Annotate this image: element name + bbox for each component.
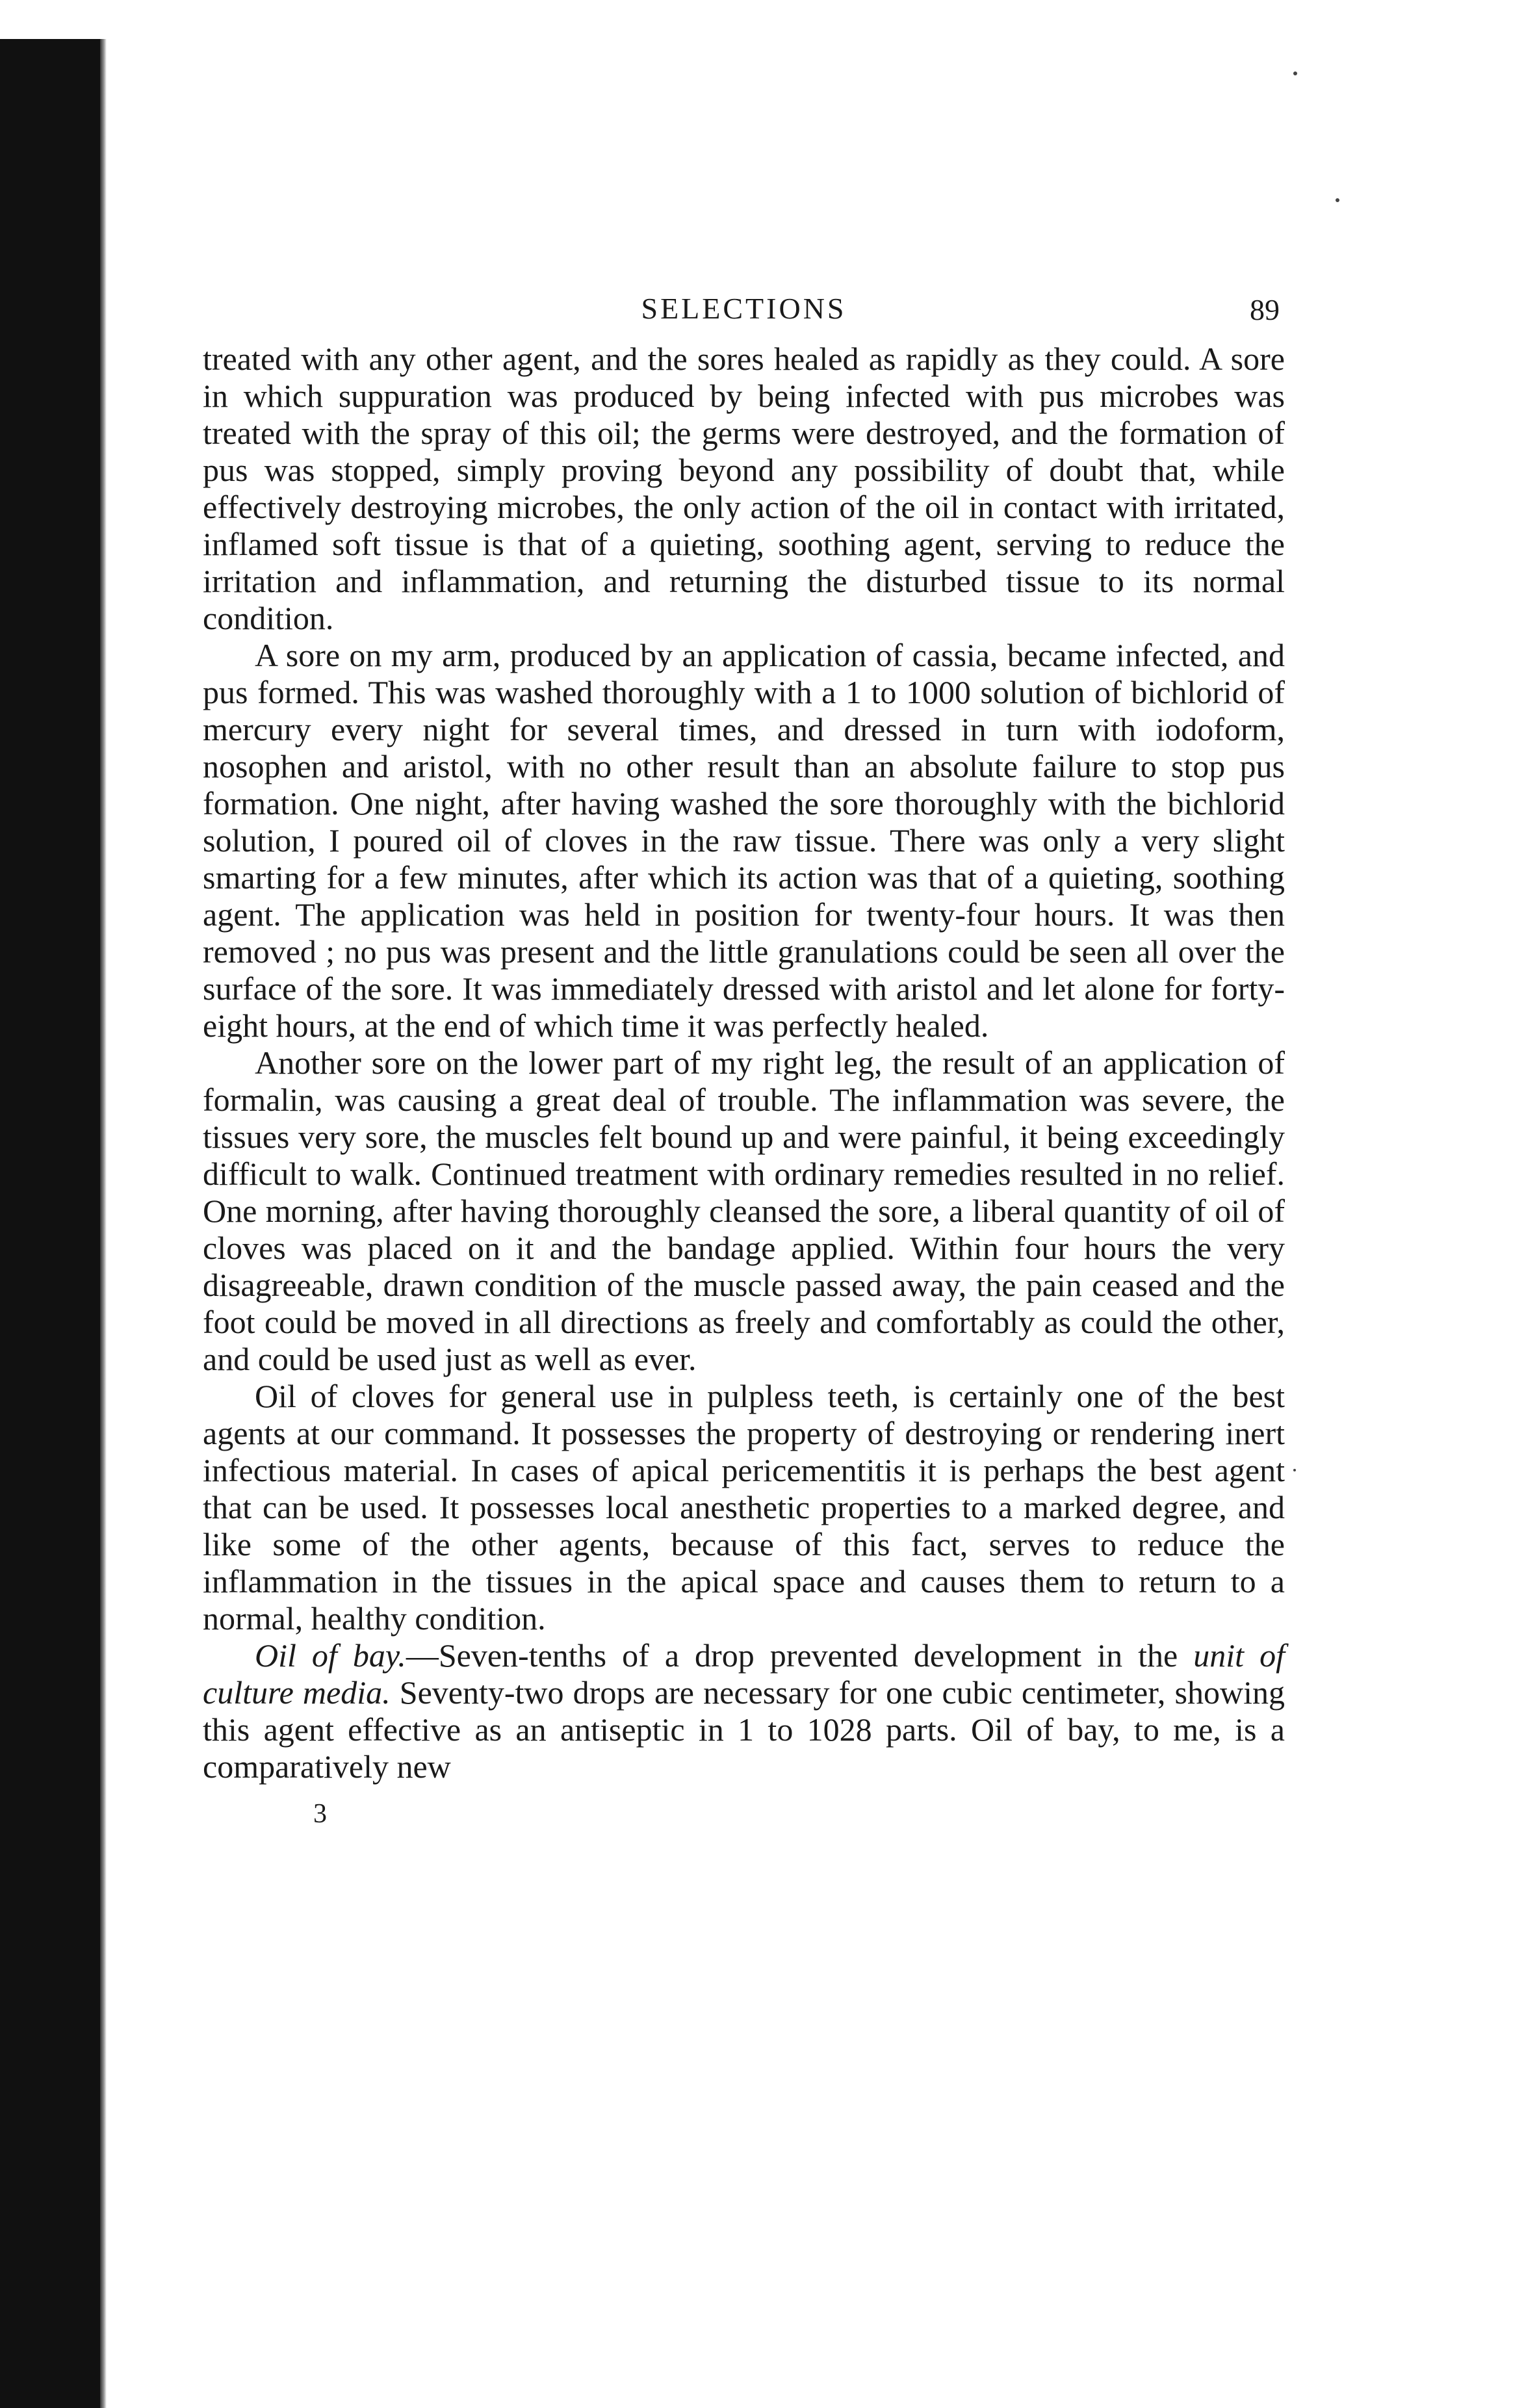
page-number: 89 — [1250, 293, 1280, 326]
paragraph-pulpless-teeth: Oil of cloves for general use in pulpless teeth, is certainly one of the best agents at our command. It possesses the property of destroying or rendering inert infectious material. In cases of apical pericementitis it is perhaps the best agent that can be used. It possesses local anesthetic properties to a marked degree, and like some of the other agents, because of this fact, serves to reduce the inflammation in the tissues in the apical space and causes them to return to a normal, healthy condition. — [203, 1378, 1285, 1637]
paper-speck — [1336, 198, 1339, 202]
oil-of-bay-text-2: Seventy-two drops are necessary for one cubic centimeter, showing this agent effective as an antiseptic in 1 to 1028 parts. Oil of bay, to me, is a comparatively new — [203, 1674, 1285, 1785]
paragraph-continued: treated with any other agent, and the sores healed as rapidly as they could. A sore in which suppuration was produced by being infected with pus microbes was treated with the spray of this oil; the germs were destroyed, and the formation of pus was stopped, simply proving beyond any possibility of doubt that, while effectively destroying microbes, the only action of the oil in contact with irritated, inflamed soft tissue is that of a quieting, soothing agent, serving to reduce the irritation and inflammation, and returning the disturbed tissue to its normal condition. — [203, 341, 1285, 636]
paragraph-arm-sore: A sore on my arm, produced by an application of cassia, became infected, and pus formed. This was washed thoroughly with a 1 to 1000 solution of bichlorid of mercury every night for several times, and dressed in turn with iodoform, nosophen and aristol, with no other result than an absolute failure to stop pus formation. One night, after having washed the sore thoroughly with the bichlorid solution, I poured oil of cloves in the raw tissue. There was only a very slight smarting for a few minutes, after which its action was that of a quieting, soothing agent. The application was held in position for twenty-four hours. It was then removed ; no pus was present and the little granulations could be seen all over the surface of the sore. It was immediately dressed with aristol and let alone for forty-eight hours, at the end of which time it was perfectly healed. — [203, 637, 1285, 1044]
paragraph-oil-of-bay — [203, 1637, 1285, 1785]
oil-of-bay-heading: Oil of bay. — [255, 1637, 406, 1674]
binding-edge — [0, 39, 103, 2408]
paper-speck — [1293, 71, 1297, 75]
signature-mark: 3 — [313, 1799, 327, 1829]
paper-speck — [1293, 1469, 1296, 1471]
paragraph-leg-sore: Another sore on the lower part of my right leg, the result of an application of formalin, was causing a great deal of trouble. The inflammation was severe, the tissues very sore, the muscles felt bound up and were painful, it being exceedingly difficult to walk. Continued treatment with ordinary remedies resulted in no relief. One morning, after having thoroughly cleansed the sore, a liberal quantity of oil of cloves was placed on it and the bandage applied. Within four hours the very disagreeable, drawn condition of the muscle passed away, the pain ceased and the foot could be moved in all directions as freely and comfortably as could the other, and could be used just as well as ever. — [203, 1044, 1285, 1377]
unit-of-culture-media: unit of culture media. — [203, 1637, 1285, 1711]
running-title: SELECTIONS — [641, 292, 847, 325]
oil-of-bay-text-1: —Seven-tenths of a drop prevented development in the — [406, 1637, 1194, 1674]
book-page — [203, 279, 1285, 1830]
body-text — [203, 341, 1285, 1785]
running-head — [203, 279, 1285, 331]
